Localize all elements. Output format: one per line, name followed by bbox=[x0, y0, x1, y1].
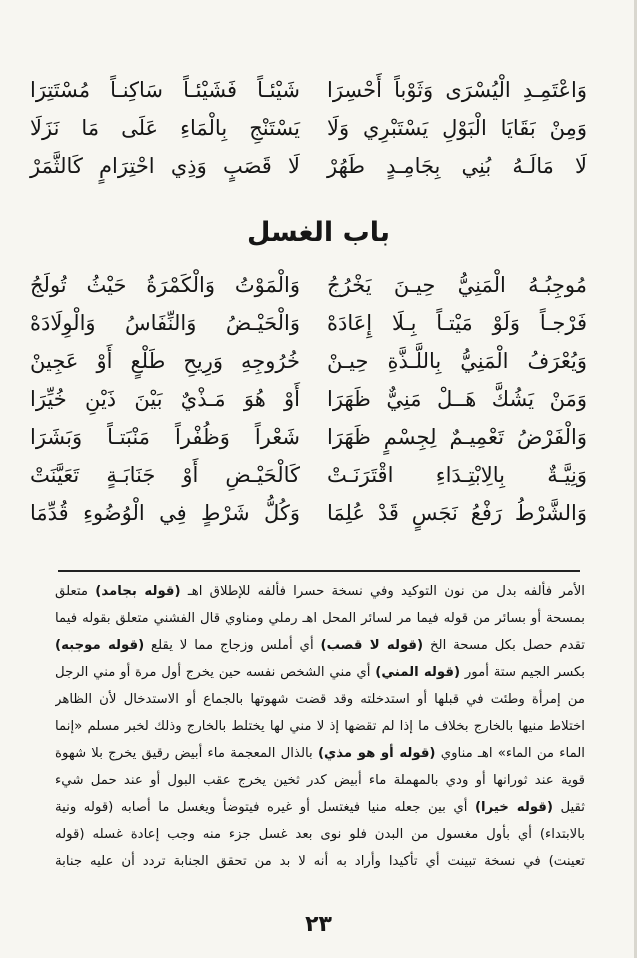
verse-second-hemistich: شَيْئـاً فَشَيْئـاً سَاكِنـاً مُسْتَتِرَا bbox=[30, 78, 300, 102]
commentary-line: قوية عند ثورانها أو ودي بالمهملة ماء أبيض كدر ثخين يخرج عقب البول أو عند حمل شيء bbox=[55, 773, 585, 788]
verse-second-hemistich: خُرُوجِهِ وَرِيحِ طَلْعٍ أَوْ عَجِينْ bbox=[30, 349, 300, 373]
commentary-line: تعينت) في نسخة تبينت أي تأكيدا وأراد به أنه لا بد من تحقق الجنابة تردد أن عليه جنابة bbox=[55, 854, 585, 869]
verse-second-hemistich: وَكُلُّ شَرْطٍ فِي الْوُضُوءِ قُدِّمَا bbox=[30, 501, 300, 525]
verse-first-hemistich: وَمَنْ يَشُكَّ هَــلْ مَنِيٌّ ظَهَرَا bbox=[327, 387, 587, 411]
commentary-line: بالابتداء) أي بأول مغسول من البدن فلو نوى بعد غسل جزء منه وجب إعادة غسله (قوله bbox=[55, 827, 585, 842]
verse-second-hemistich: شَعْراً وَظُفْراً مَنْبَتـاً وَبَشَرَا bbox=[30, 425, 300, 449]
commentary-line: ثقيل (قوله خيرا) أي بين جعله منيا فيغتسل أو غيره فيتوضأ ويغسل ما أصابه (قوله ونية bbox=[55, 800, 585, 815]
verse-first-hemistich: وَنِيَّـةٌ بِالِابْتِـدَاءِ اقْتَرَنَـتْ bbox=[327, 463, 587, 487]
verse-first-hemistich: وَاعْتَمِـدِ الْيُسْرَى وَثَوْباً أَحْسِرَا bbox=[327, 78, 587, 102]
verse-line bbox=[0, 266, 637, 304]
commentary-line: تقدم حصل بكل مسحة الخ (قوله لا قصب) أي أملس وزجاج مما لا يقلع (قوله موجبه) bbox=[55, 638, 585, 653]
verse-line bbox=[0, 456, 637, 494]
commentary-line: اختلاط منيها بالخارج بخلاف ما إذا لم تقضها إذ لا مني لها يختلط بالخارج وذلك لخبر مسلم «إنما bbox=[55, 719, 585, 734]
opening-verses bbox=[0, 71, 637, 185]
verse-second-hemistich: لَا قَصَبٍ وَذِي احْتِرَامٍ كَالثَّمَرْ bbox=[30, 154, 300, 178]
commentary-line: بمسحة أو بسائر من قوله فيما مر لسائر المحل اهـ رملي ومناوي قال الفشني متعلق بقوله فيما bbox=[55, 611, 585, 626]
verse-first-hemistich: مُوجِبُـهُ الْمَنِيُّ حِيـنَ يَخْرُجُ bbox=[327, 273, 587, 297]
commentary-line: بكسر الجيم ستة أمور (قوله المني) أي مني الشخص نفسه حين يخرج أول مرة أو مني الرجل bbox=[55, 665, 585, 680]
verse-line bbox=[0, 304, 637, 342]
commentary-line: الماء من الماء» اهـ مناوي (قوله أو هو مذي) بالذال المعجمة ماء أبيض رقيق يخرج بلا شهوة bbox=[55, 746, 585, 761]
verse-line bbox=[0, 494, 637, 532]
verse-line bbox=[0, 109, 637, 147]
verse-line bbox=[0, 342, 637, 380]
verse-line bbox=[0, 380, 637, 418]
verse-line bbox=[0, 147, 637, 185]
verse-second-hemistich: وَالْمَوْتُ وَالْكَمْرَةُ حَيْثُ تُولَجُ bbox=[30, 273, 300, 297]
verse-first-hemistich: وَيُعْرَفُ الْمَنِيُّ بِاللَّـذَّةِ حِيـنْ bbox=[327, 349, 587, 373]
verse-first-hemistich: وَالْفَرْضُ تَعْمِيـمٌ لِجِسْمٍ ظَهَرَا bbox=[327, 425, 587, 449]
verse-second-hemistich: كَالْحَيْـضِ أَوْ جَنَابَـةٍ تَعَيَّنَتْ bbox=[30, 463, 300, 487]
verse-first-hemistich: وَالشَّرْطُ رَفْعُ نَجَسٍ قَدْ عُلِمَا bbox=[327, 501, 587, 525]
verse-first-hemistich: فَرْجـاً وَلَوْ مَيْتـاً بِـلَا إِعَادَهْ bbox=[327, 311, 587, 335]
chapter-heading: باب الغسل bbox=[246, 217, 390, 248]
verse-first-hemistich: لَا مَالَـهُ بُنِي بِجَامِـدٍ طَهُرْ bbox=[327, 154, 587, 178]
page-number: ٢٣ bbox=[305, 912, 332, 937]
verse-line bbox=[0, 418, 637, 456]
verse-second-hemistich: يَسْتَنْجِ بِالْمَاءِ عَلَى مَا نَزَلَا bbox=[30, 116, 300, 140]
verse-second-hemistich: أَوْ هُوَ مَـذْيٌ بَيْنَ ذَيْنِ خُيِّرَا bbox=[30, 387, 300, 411]
commentary-line: الأمر فألفه بدل من نون التوكيد وفي نسخة حسرا فألفه للإطلاق اهـ (قوله بجامد) متعلق bbox=[55, 584, 585, 599]
verse-line bbox=[0, 71, 637, 109]
footnote-divider bbox=[58, 570, 580, 572]
verse-second-hemistich: وَالْحَيْـضُ وَالنِّفَاسُ وَالْوِلَادَهْ bbox=[30, 311, 300, 335]
verse-first-hemistich: وَمِنْ بَقَايَا الْبَوْلِ يَسْتَبْرِي وَلَا bbox=[327, 116, 587, 140]
commentary-line: من إمرأة وطئت في قبلها أو استدخلته وقد قضت شهوتها بالجماع أو الاستدخال لأن الظاهر bbox=[55, 692, 585, 707]
commentary-footnotes bbox=[55, 578, 585, 875]
chapter-verses bbox=[0, 266, 637, 532]
